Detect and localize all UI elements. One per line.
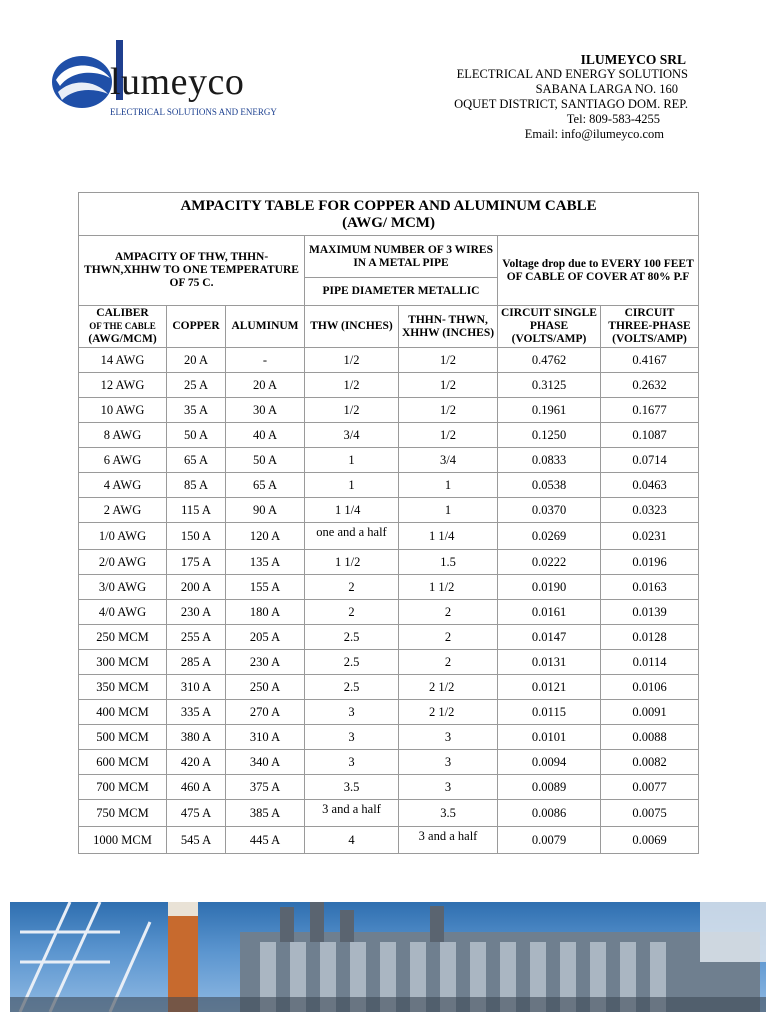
ampacity-table (78, 192, 699, 854)
logo-tagline: ELECTRICAL SOLUTIONS AND ENERGY (110, 107, 277, 117)
caliber-label: CALIBER (96, 307, 149, 319)
cell-thw: 1/2 (305, 348, 399, 373)
company-email[interactable]: Email: info@ilumeyco.com (524, 127, 664, 141)
cell-copper: 85 A (167, 473, 226, 498)
cell-three-phase: 0.1677 (601, 398, 699, 423)
cell-copper: 545 A (167, 827, 226, 854)
cell-aluminum: 20 A (226, 373, 305, 398)
cell-single-phase: 0.0086 (498, 800, 601, 827)
cell-caliber: 1/0 AWG (79, 523, 167, 550)
cell-single-phase: 0.0190 (498, 575, 601, 600)
cell-copper: 420 A (167, 750, 226, 775)
cell-thhn: 1/2 (399, 423, 498, 448)
cell-single-phase: 0.0115 (498, 700, 601, 725)
cell-three-phase: 0.0082 (601, 750, 699, 775)
cell-caliber: 750 MCM (79, 800, 167, 827)
cell-three-phase: 0.0114 (601, 650, 699, 675)
cell-thhn: 3 (399, 775, 498, 800)
cell-single-phase: 0.0121 (498, 675, 601, 700)
cell-three-phase: 0.0077 (601, 775, 699, 800)
table-row (79, 373, 699, 398)
cell-thhn: 1/2 (399, 373, 498, 398)
cell-thhn: 1/2 (399, 398, 498, 423)
table-row (79, 348, 699, 373)
col-header-aluminum: ALUMINUM (226, 306, 305, 348)
cell-thw: 3 (305, 725, 399, 750)
cell-aluminum: 65 A (226, 473, 305, 498)
cell-aluminum: 135 A (226, 550, 305, 575)
table-title-line: AMPACITY TABLE FOR COPPER AND ALUMINUM CABLE (180, 198, 597, 214)
cell-aluminum: 230 A (226, 650, 305, 675)
cell-single-phase: 0.0131 (498, 650, 601, 675)
table-title-line: (AWG/ MCM) (342, 215, 435, 231)
cell-single-phase: 0.0370 (498, 498, 601, 523)
col-header-three-phase: CIRCUIT THREE-PHASE (VOLTS/AMP) (601, 306, 699, 348)
cell-aluminum: 375 A (226, 775, 305, 800)
table-row (79, 800, 699, 827)
cell-caliber: 14 AWG (79, 348, 167, 373)
cell-aluminum: 180 A (226, 600, 305, 625)
logo-wordmark: lumeyco (110, 61, 245, 103)
cell-aluminum: - (226, 348, 305, 373)
cell-aluminum: 50 A (226, 448, 305, 473)
cell-aluminum: 205 A (226, 625, 305, 650)
cell-three-phase: 0.0069 (601, 827, 699, 854)
cell-three-phase: 0.0323 (601, 498, 699, 523)
col-header-thhn: THHN- THWN, XHHW (INCHES) (399, 306, 498, 348)
company-name: ILUMEYCO SRL (580, 52, 686, 67)
cell-single-phase: 0.4762 (498, 348, 601, 373)
cell-single-phase: 0.0094 (498, 750, 601, 775)
cell-thhn: 2 (399, 650, 498, 675)
cell-copper: 230 A (167, 600, 226, 625)
cell-thhn: 1 (399, 473, 498, 498)
cell-thw: 2 (305, 575, 399, 600)
table-row (79, 700, 699, 725)
company-phone: Tel: 809-583-4255 (566, 112, 660, 126)
table-row (79, 675, 699, 700)
cell-thw: 3.5 (305, 775, 399, 800)
table-row (79, 523, 699, 550)
company-line: SABANA LARGA NO. 160 (535, 82, 678, 96)
cell-caliber: 8 AWG (79, 423, 167, 448)
cell-aluminum: 270 A (226, 700, 305, 725)
cell-copper: 175 A (167, 550, 226, 575)
cell-caliber: 700 MCM (79, 775, 167, 800)
cell-caliber: 600 MCM (79, 750, 167, 775)
cell-aluminum: 90 A (226, 498, 305, 523)
cell-thhn: 1/2 (399, 348, 498, 373)
table-row (79, 650, 699, 675)
cell-thw: 1/2 (305, 373, 399, 398)
table-row (79, 550, 699, 575)
cell-copper: 65 A (167, 448, 226, 473)
cell-single-phase: 0.0222 (498, 550, 601, 575)
cell-single-phase: 0.0833 (498, 448, 601, 473)
table-row (79, 448, 699, 473)
cell-caliber: 4/0 AWG (79, 600, 167, 625)
cell-thw: 1 (305, 473, 399, 498)
cell-caliber: 1000 MCM (79, 827, 167, 854)
cell-copper: 115 A (167, 498, 226, 523)
table-row (79, 600, 699, 625)
cell-thw: 2.5 (305, 650, 399, 675)
cell-thhn: 1 1/2 (399, 575, 498, 600)
cell-aluminum: 40 A (226, 423, 305, 448)
cell-copper: 310 A (167, 675, 226, 700)
company-info (440, 52, 730, 142)
cell-thw: 2.5 (305, 625, 399, 650)
cell-copper: 150 A (167, 523, 226, 550)
cell-three-phase: 0.0128 (601, 625, 699, 650)
ampacity-group-header: AMPACITY OF THW, THHN-THWN,XHHW TO ONE TEMPERATURE OF 75 C. (79, 236, 305, 306)
table-row (79, 750, 699, 775)
cell-single-phase: 0.0161 (498, 600, 601, 625)
cell-aluminum: 30 A (226, 398, 305, 423)
cell-thhn: 1.5 (399, 550, 498, 575)
cell-aluminum: 340 A (226, 750, 305, 775)
cell-three-phase: 0.0196 (601, 550, 699, 575)
cell-three-phase: 0.0139 (601, 600, 699, 625)
cell-single-phase: 0.0079 (498, 827, 601, 854)
cell-thhn: 3 (399, 725, 498, 750)
cell-thw: 4 (305, 827, 399, 854)
company-line: ELECTRICAL AND ENERGY SOLUTIONS (456, 67, 688, 81)
cell-aluminum: 120 A (226, 523, 305, 550)
cell-aluminum: 310 A (226, 725, 305, 750)
cell-thw: 1/2 (305, 398, 399, 423)
substation-photo (10, 902, 766, 1012)
col-header-copper: COPPER (167, 306, 226, 348)
cell-thhn: 2 1/2 (399, 700, 498, 725)
cell-three-phase: 0.0231 (601, 523, 699, 550)
cell-thw: 1 1/4 (305, 498, 399, 523)
cell-single-phase: 0.0538 (498, 473, 601, 498)
cell-single-phase: 0.1250 (498, 423, 601, 448)
col-header-single-phase: CIRCUIT SINGLE PHASE (VOLTS/AMP) (498, 306, 601, 348)
cell-caliber: 250 MCM (79, 625, 167, 650)
cell-thhn: 2 1/2 (399, 675, 498, 700)
cell-thhn: 3/4 (399, 448, 498, 473)
cell-copper: 255 A (167, 625, 226, 650)
table-row (79, 575, 699, 600)
cell-single-phase: 0.0089 (498, 775, 601, 800)
caliber-sublabel: OF THE CABLE (89, 321, 156, 331)
cell-thw: 3 (305, 750, 399, 775)
col-header-caliber (79, 306, 167, 348)
cell-aluminum: 445 A (226, 827, 305, 854)
cell-copper: 50 A (167, 423, 226, 448)
cell-aluminum: 385 A (226, 800, 305, 827)
cell-thw: 1 (305, 448, 399, 473)
company-logo (48, 40, 278, 120)
col-header-thw: THW (INCHES) (305, 306, 399, 348)
caliber-unit: (AWG/MCM) (88, 333, 157, 345)
cell-thw: 1 1/2 (305, 550, 399, 575)
cell-three-phase: 0.1087 (601, 423, 699, 448)
cell-three-phase: 0.0163 (601, 575, 699, 600)
pipe-diameter-header: PIPE DIAMETER METALLIC (305, 278, 498, 306)
cell-caliber: 10 AWG (79, 398, 167, 423)
cell-thw: 2 (305, 600, 399, 625)
cell-caliber: 400 MCM (79, 700, 167, 725)
table-row (79, 725, 699, 750)
cell-caliber: 300 MCM (79, 650, 167, 675)
cell-caliber: 4 AWG (79, 473, 167, 498)
cell-single-phase: 0.0269 (498, 523, 601, 550)
cell-thw: 3/4 (305, 423, 399, 448)
cell-caliber: 3/0 AWG (79, 575, 167, 600)
cell-three-phase: 0.0091 (601, 700, 699, 725)
cell-thw: 3 and a half (305, 800, 399, 827)
cell-three-phase: 0.0714 (601, 448, 699, 473)
table-row (79, 625, 699, 650)
table-row (79, 423, 699, 448)
voltage-drop-group-header: Voltage drop due to EVERY 100 FEET OF CABLE OF COVER AT 80% P.F (498, 236, 699, 306)
cell-caliber: 2 AWG (79, 498, 167, 523)
cell-three-phase: 0.0463 (601, 473, 699, 498)
cell-thhn: 2 (399, 625, 498, 650)
cell-copper: 335 A (167, 700, 226, 725)
table-body (79, 348, 699, 854)
max-wires-group-header: MAXIMUM NUMBER OF 3 WIRES IN A METAL PIPE (305, 236, 498, 278)
cell-three-phase: 0.2632 (601, 373, 699, 398)
company-line: OQUET DISTRICT, SANTIAGO DOM. REP. (454, 97, 688, 111)
cell-thw: one and a half (305, 523, 399, 550)
cell-caliber: 500 MCM (79, 725, 167, 750)
table-row (79, 498, 699, 523)
cell-single-phase: 0.0147 (498, 625, 601, 650)
cell-thhn: 1 (399, 498, 498, 523)
table-row (79, 398, 699, 423)
cell-thhn: 2 (399, 600, 498, 625)
cell-caliber: 350 MCM (79, 675, 167, 700)
table-row (79, 775, 699, 800)
cell-thhn: 3 and a half (399, 827, 498, 854)
cell-single-phase: 0.1961 (498, 398, 601, 423)
cell-three-phase: 0.4167 (601, 348, 699, 373)
cell-copper: 285 A (167, 650, 226, 675)
cell-aluminum: 155 A (226, 575, 305, 600)
cell-single-phase: 0.0101 (498, 725, 601, 750)
cell-copper: 380 A (167, 725, 226, 750)
table-row (79, 827, 699, 854)
cell-copper: 200 A (167, 575, 226, 600)
table-title (79, 193, 699, 236)
cell-copper: 460 A (167, 775, 226, 800)
cell-caliber: 2/0 AWG (79, 550, 167, 575)
cell-thhn: 1 1/4 (399, 523, 498, 550)
cell-aluminum: 250 A (226, 675, 305, 700)
cell-three-phase: 0.0075 (601, 800, 699, 827)
cell-copper: 475 A (167, 800, 226, 827)
cell-thhn: 3 (399, 750, 498, 775)
table-row (79, 473, 699, 498)
cell-three-phase: 0.0088 (601, 725, 699, 750)
cell-caliber: 12 AWG (79, 373, 167, 398)
cell-copper: 35 A (167, 398, 226, 423)
cell-thhn: 3.5 (399, 800, 498, 827)
cell-caliber: 6 AWG (79, 448, 167, 473)
cell-copper: 20 A (167, 348, 226, 373)
cell-three-phase: 0.0106 (601, 675, 699, 700)
cell-copper: 25 A (167, 373, 226, 398)
cell-thw: 3 (305, 700, 399, 725)
substation-image-icon (10, 902, 766, 1012)
cell-single-phase: 0.3125 (498, 373, 601, 398)
cell-thw: 2.5 (305, 675, 399, 700)
